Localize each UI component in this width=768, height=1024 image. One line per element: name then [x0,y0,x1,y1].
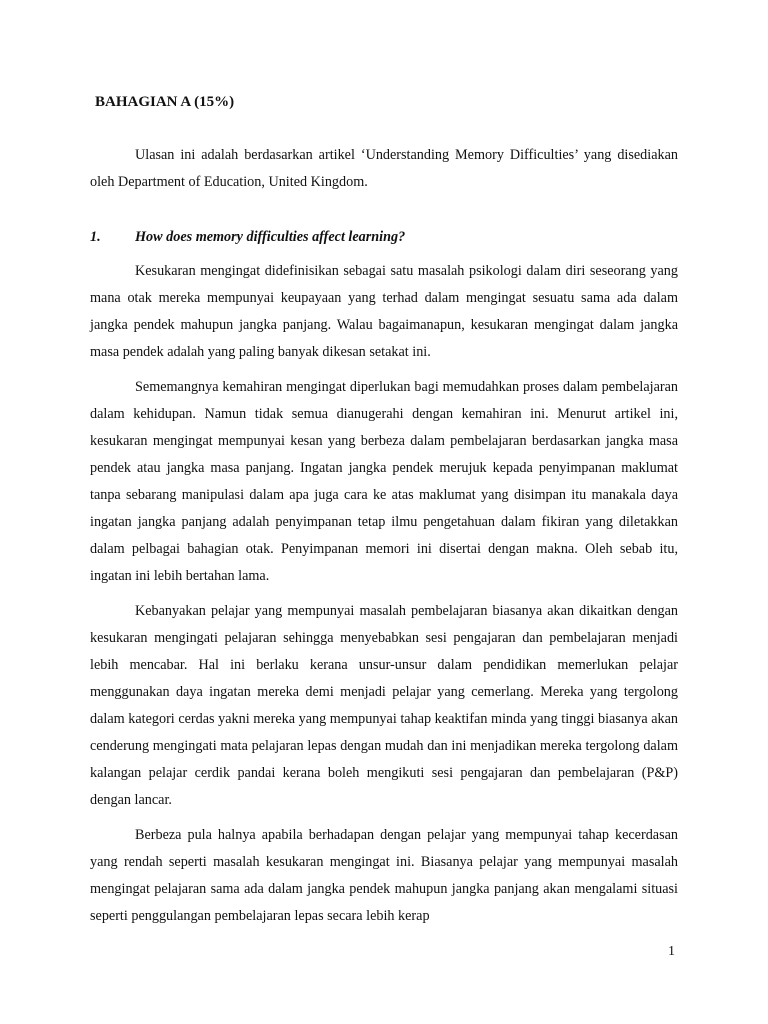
body-paragraph: Sememangnya kemahiran mengingat diperlukan bagi memudahkan proses dalam pembelajaran dalam kehidupan. Namun tidak semua dianugerahi dengan kemahiran ini. Menurut artikel ini, kesukaran mengingat mempunyai kesan yang berbeza dalam pembelajaran berdasarkan jangka masa pendek atau jangka masa panjang. Ingatan jangka pendek merujuk kepada penyimpanan maklumat tanpa sebarang manipulasi dalam apa juga cara ke atas maklumat yang disimpan itu manakala daya ingatan jangka panjang adalah penyimpanan tetap ilmu pengetahuan dalam fikiran yang diletakkan dalam pelbagai bahagian otak. Penyimpanan memori ini disertai dengan makna. Oleh sebab itu, ingatan ini lebih bertahan lama. [90,379,678,584]
answer-block [90,258,678,938]
question-number: 1. [90,229,101,245]
body-paragraph: Berbeza pula halnya apabila berhadapan dengan pelajar yang mempunyai tahap kecerdasan yang rendah seperti masalah kesukaran mengingat ini. Biasanya pelajar yang mempunyai masalah mengingat pelajaran sama ada dalam jangka pendek mahupun jangka panjang akan mengalami situasi seperti penggulangan pembelajaran lepas secara lebih kerap [90,827,678,924]
body-paragraph: Kesukaran mengingat didefinisikan sebagai satu masalah psikologi dalam diri seseorang yang mana otak mereka mempunyai keupayaan yang terhad dalam mengingat sesuatu sama ada dalam jangka pendek mahupun jangka panjang. Walau bagaimanapun, kesukaran mengingat dalam jangka masa pendek adalah yang paling banyak dikesan setakat ini. [90,263,678,360]
question-heading [90,224,678,250]
question-text: How does memory difficulties affect learning? [135,229,406,245]
intro-paragraph: Ulasan ini adalah berdasarkan artikel ‘Understanding Memory Difficulties’ yang disediakan oleh Department of Education, United Kingdom. [90,147,678,190]
body-paragraph: Kebanyakan pelajar yang mempunyai masalah pembelajaran biasanya akan dikaitkan dengan kesukaran mengingati pelajaran sehingga menyebabkan sesi pengajaran dan pembelajaran menjadi lebih mencabar. Hal ini berlaku kerana unsur-unsur dalam pendidikan memerlukan pelajar menggunakan daya ingatan mereka demi menjadi pelajar yang cemerlang. Mereka yang tergolong dalam kategori cerdas yakni mereka yang mempunyai tahap keaktifan minda yang tinggi biasanya akan cenderung mengingati mata pelajaran lepas dengan mudah dan ini menjadikan mereka tergolong dalam kalangan pelajar cerdik pandai kerana boleh mengikuti sesi pengajaran dan pembelajaran (P&P) dengan lancar. [90,603,678,808]
page-number: 1 [668,944,675,959]
section-heading: BAHAGIAN A (15%) [95,94,235,110]
intro-block [90,142,678,196]
